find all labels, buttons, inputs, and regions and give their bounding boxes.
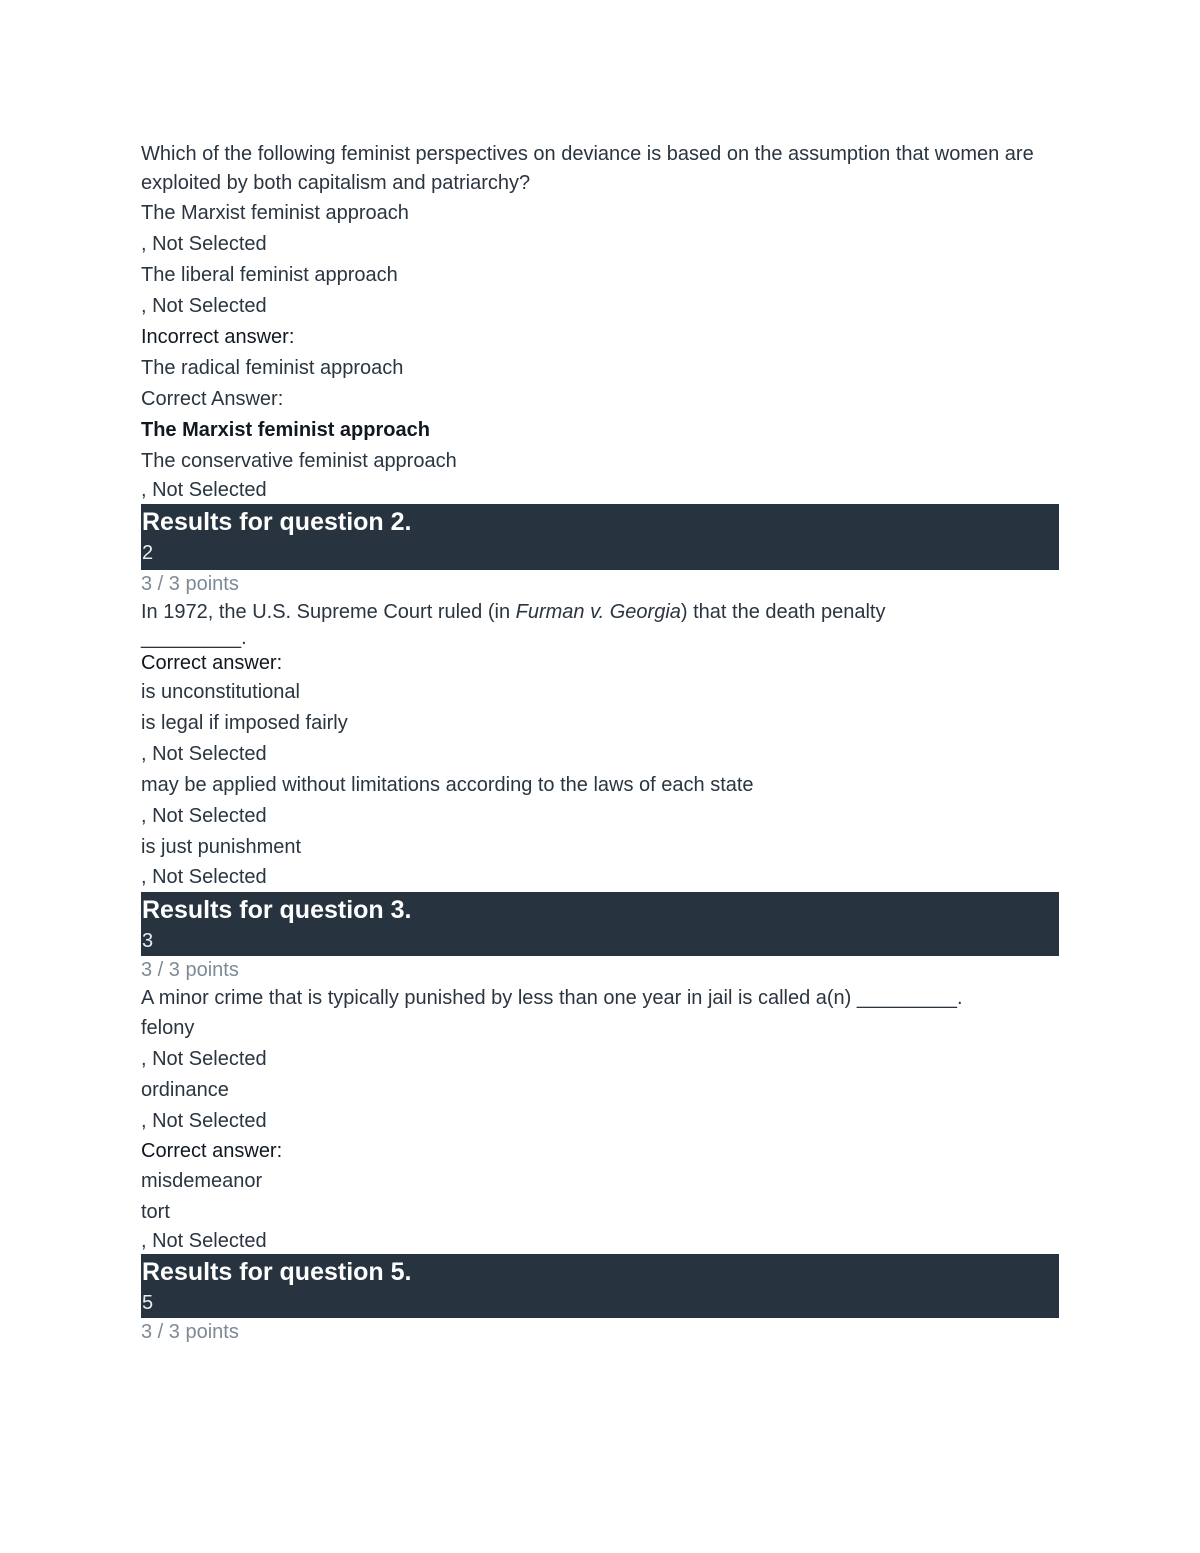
question-3-banner-number: 3	[142, 930, 154, 952]
question-2-option-text: may be applied without limitations according to the laws of each state	[141, 774, 754, 796]
question-1-option-status: , Not Selected	[141, 479, 267, 501]
question-3-option-status: , Not Selected	[141, 1110, 267, 1132]
question-3-option-status: , Not Selected	[141, 1048, 267, 1070]
question-2-prompt-end: ) that the death penalty	[680, 601, 886, 623]
question-2-banner-number: 2	[142, 542, 154, 564]
question-2-prompt-blank: _________.	[141, 627, 247, 649]
question-2-option-status: , Not Selected	[141, 866, 267, 888]
question-3-option-text: ordinance	[141, 1079, 229, 1101]
question-2-correct-label: Correct answer:	[141, 652, 283, 674]
question-5-banner-number: 5	[142, 1292, 154, 1314]
question-3-prompt: A minor crime that is typically punished by less than one year in jail is called a(n) _________.	[141, 987, 963, 1009]
question-1-prompt: Which of the following feminist perspectives on deviance is based on the assumption that women are exploited by both capitalism and patriarchy?	[141, 143, 1034, 194]
question-1-option-status: , Not Selected	[141, 233, 267, 255]
question-3-correct-option: misdemeanor	[141, 1170, 263, 1192]
question-1-correct-label: Correct Answer:	[141, 388, 284, 410]
question-2-banner-title: Results for question 2.	[142, 508, 412, 536]
question-1-incorrect-option: The radical feminist approach	[141, 357, 404, 379]
question-2-results-banner	[141, 504, 1059, 570]
question-1-incorrect-label: Incorrect answer:	[141, 326, 295, 348]
question-1-option-text: The Marxist feminist approach	[141, 202, 409, 224]
question-1-option-status: , Not Selected	[141, 295, 267, 317]
question-3-results-banner	[141, 892, 1059, 956]
question-3-banner-title: Results for question 3.	[142, 896, 412, 924]
question-2-option-status: , Not Selected	[141, 805, 267, 827]
question-3-option-text: tort	[141, 1201, 170, 1223]
question-3-option-text: felony	[141, 1017, 195, 1039]
question-2-correct-option: is unconstitutional	[141, 681, 300, 703]
question-5-banner-title: Results for question 5.	[142, 1258, 412, 1286]
question-2-points: 3 / 3 points	[141, 573, 239, 595]
question-1-correct-option: The Marxist feminist approach	[141, 419, 430, 441]
question-2-case-name: Furman v. Georgia	[515, 601, 681, 623]
question-3-points: 3 / 3 points	[141, 959, 239, 981]
question-2-option-text: is just punishment	[141, 836, 302, 858]
question-1-option-text: The liberal feminist approach	[141, 264, 398, 286]
quiz-results-page	[141, 140, 1059, 1346]
question-2-option-text: is legal if imposed fairly	[141, 712, 348, 734]
question-2-prompt	[141, 598, 1059, 627]
question-2-prompt-start: In 1972, the U.S. Supreme Court ruled (in	[141, 601, 516, 623]
question-5-points: 3 / 3 points	[141, 1321, 239, 1343]
question-2-option-status: , Not Selected	[141, 743, 267, 765]
question-1-option-text: The conservative feminist approach	[141, 450, 457, 472]
question-3-correct-label: Correct answer:	[141, 1140, 283, 1162]
question-5-results-banner	[141, 1254, 1059, 1318]
question-3-option-status: , Not Selected	[141, 1230, 267, 1252]
